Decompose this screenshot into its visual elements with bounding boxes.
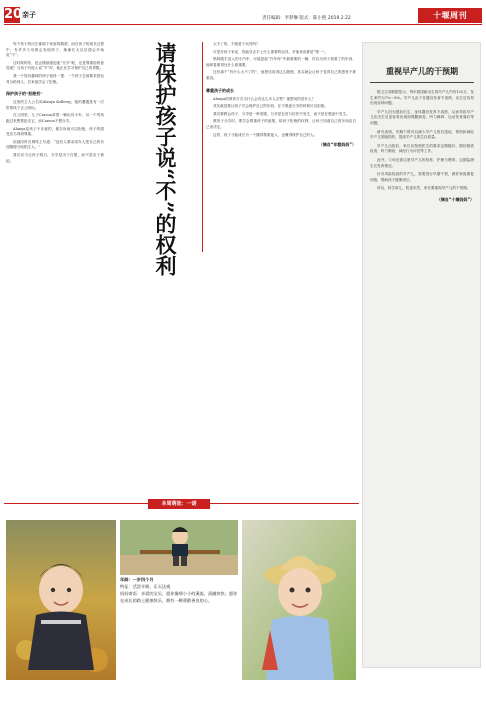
article-source: （摘自“年糕妈妈”） xyxy=(318,142,356,148)
header-rule xyxy=(4,24,482,25)
article-column-2 xyxy=(206,42,356,148)
paragraph: 还有那个“有什么大不了的”，他把话说得这么随便，其实就会让孩子觉得自己的感受不被重视。 xyxy=(206,70,356,80)
baby-photo-1 xyxy=(6,520,116,680)
paragraph: 可是对孩子来说，你能夺去手上什么重要的玩具，对他来说都是“唯一”。 xyxy=(213,49,329,54)
paragraph: 教孩子分享时，要学会尊重孩子的意愿，给孩子拒绝的权利，让孩子知道自己的东西由自己来决定。 xyxy=(206,119,356,129)
baby-bio xyxy=(120,576,238,604)
newspaper-brand: 十堰周刊 xyxy=(418,8,482,23)
paragraph: 大不了的，不就是个玩具吗？ xyxy=(213,42,260,46)
paragraph: 这时候的你，是会继续强迫他“分享”呢，还是尊重他的意见呢？当孩子对他人说“不”时，他正在学习保护自己的界限。 xyxy=(6,60,104,71)
headline-block xyxy=(152,42,204,282)
paragraph: Alanya的教育方式为什么会有这么多人点赞？她想说的是什么？ xyxy=(213,96,316,101)
sidebar-body xyxy=(370,90,474,203)
subheading: 保护孩子的“拒绝权” xyxy=(6,91,43,97)
paragraph: 早产儿出院后，家长应按照医生的要求定期随访，做好眼底检查、听力筛查、神经行为评估等工作。 xyxy=(370,143,474,154)
paragraph: 所以，科学育儿，防患未然，家长要重视早产儿的干预期。 xyxy=(377,186,471,191)
paragraph: 这样，孩子才能成长为一个懂得尊重他人、也懂得保护自己的人。 xyxy=(213,132,318,137)
photo-banner-label: 本周萌娃：一诺 xyxy=(148,499,210,509)
paragraph: Alanya是孩子不乐意的，便告诉他可以拒绝，孩子的感受应当得到尊重。 xyxy=(6,126,104,137)
paragraph: 针对风险较高的早产儿，需要进行早期干预，做好家庭康复训练，帮助孩子健康成长。 xyxy=(370,172,474,182)
sidebar-rule xyxy=(370,82,474,83)
headline-rule xyxy=(202,42,203,252)
paragraph: 早产儿因为提前出生，身体器官发育不成熟，从而导致早产儿在出生后更容易出现视网膜病变、听力障碍、运动发育落后等问题。 xyxy=(370,109,474,125)
subheading: 尊重孩子的成长 xyxy=(206,87,234,93)
paragraph: 研究表明，早期干预可以减少早产儿的后遗症，预防和减轻早产儿的脑损伤，提高早产儿的生存质量。 xyxy=(370,129,474,140)
bio-age: 年龄：一岁四个月 xyxy=(120,577,154,582)
paragraph: 我一个饶有趣味的例子值得一提：一个孩子总被要求把玩具分给别人，后来他学会了拒绝。 xyxy=(6,73,104,84)
bio-message: 妈妈寄语：亲爱的宝贝，愿你像那小小的溪流，清澈欢快；愿你在成长的路上健康快乐，拥有一颗勇敢善良的心。 xyxy=(120,591,238,603)
paragraph: 我们要教会孩子，分享是一种美德，分享是在爱与信任中发生，而不是在强迫中发生。 xyxy=(213,111,350,116)
sidebar-source: （摘自“十堰妈妈”） xyxy=(436,196,474,202)
paragraph: 其实就是要让孩子学会保护自己的东西，在不愿意分享的时候可以拒绝。 xyxy=(213,104,328,109)
baby-photo-2 xyxy=(120,520,238,575)
paragraph: 这里的主人公名叫Alanya Kolberg，她的遭遇是有一次带着孩子去公园玩。 xyxy=(6,100,104,110)
editor-meta: 责任编辑：李梦琳 版式：陈小艳 2019.2.22 xyxy=(262,16,351,21)
sidebar-title: 重视早产儿的干预期 xyxy=(386,66,458,76)
page-number: 20 xyxy=(4,7,23,22)
baby-photo-3 xyxy=(242,520,356,680)
paragraph: 每个孩子的出生都源于家庭的期望，而在孩子的成长过程中，有许多父母都会发现孩子，渐渐长大以后便会开始说“不”。 xyxy=(6,42,104,58)
bio-traits: 特征：活泼开朗、乐天达观 xyxy=(120,584,171,589)
paragraph: 在公园里，儿子Carson拿着一辆玩具卡车，另一个男孩跑过来想要抢走它，而Carson不想分享。 xyxy=(6,113,104,123)
paragraph: 此外，父母还需注意早产儿的营养、护理与喂养，定期监测生长发育情况。 xyxy=(370,157,474,168)
paragraph: 但她同时在网络上写道：“没有人要求成年人把自己的东西随便分给陌生人。” xyxy=(6,139,104,150)
section-name: 亲子 xyxy=(22,11,36,19)
article-column-1 xyxy=(6,42,104,164)
paragraph: 我们应当让孩子明白，分享是出于自愿，而不是出于被迫。 xyxy=(6,152,104,163)
article-headline: 请保护孩子说“不”的权利 xyxy=(153,42,178,277)
paragraph: 据卫生部数据显示，每年我国新出生的早产儿约有120万，发生率约为7%～8%。早产儿由于各器官发育不成熟，出生后容易出现各种问题。 xyxy=(370,90,474,106)
paragraph: 妈妈随手送人的小汽车，可能是他“汽车库”中最重要的一辆，你以为孩子看重了的东西，他却看重得比什么都重要。 xyxy=(206,57,356,67)
